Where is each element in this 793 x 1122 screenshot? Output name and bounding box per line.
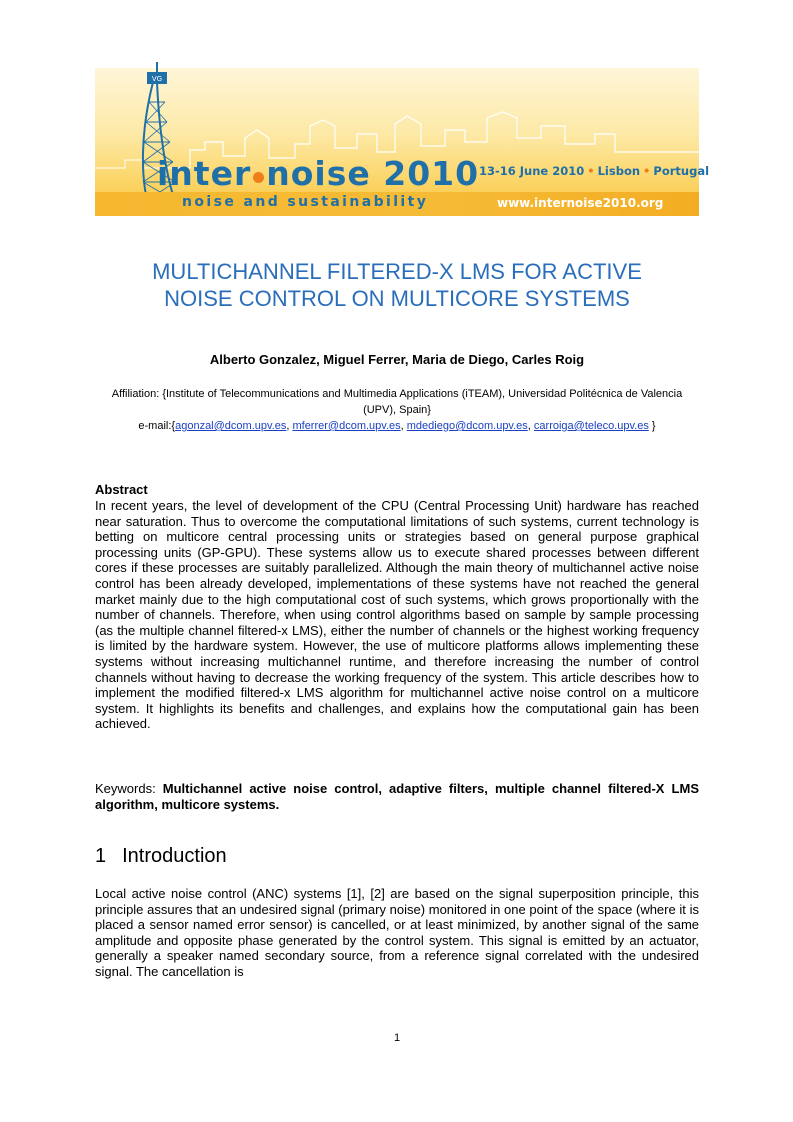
email-link-ferrer[interactable]: mferrer@dcom.upv.es: [292, 420, 401, 432]
conference-date-location: [479, 164, 709, 178]
email-suffix: }: [648, 420, 656, 432]
conference-dates: 13-16 June 2010: [479, 164, 585, 178]
keywords-list: Multichannel active noise control, adaptive filters, multiple channel filtered-X LMS algorithm, multicore systems.: [95, 781, 699, 812]
page-number: 1: [393, 1032, 401, 1044]
logo-dot-icon: [253, 172, 264, 183]
abstract-text: In recent years, the level of development of the CPU (Central Processing Unit) hardware has reached near saturation. Thus to overcome the computational limitations of such systems, current technology is betting on multicore central processing units or strategies based on general purpose graphical processing units (GP-GPU). These systems allow us to execute shared processes between different cores if these processes are suitably parallelized. Although the main theory of multichannel active noise control has been already developed, implementations of these systems have not reached the general market mainly due to the high computational cost of such systems, which grows proportionally with the number of channels. Therefore, when using control algorithms based on sample by sample processing (as the multiple channel filtered-x LMS), either the number of channels or the highest working frequency is limited by the hardware system. However, the use of multicore platforms allows implementing these systems without increasing multichannel runtime, and therefore increasing the number of control channels without having to decrease the working frequency of the system. This article describes how to implement the modified filtered-x LMS algorithm for multichannel active noise control on a multicore system. It highlights its benefits and challenges, and explains how the computational gain has been achieved.: [95, 498, 699, 732]
tower-sign: VG: [151, 75, 163, 83]
email-separator: ,: [400, 420, 407, 432]
email-link-roig[interactable]: carroiga@teleco.upv.es: [533, 420, 649, 432]
keywords-label: Keywords:: [95, 781, 163, 796]
author-emails: [95, 418, 699, 434]
paper-authors: Alberto Gonzalez, Miguel Ferrer, Maria de Diego, Carles Roig: [209, 352, 585, 367]
paper-title-line-1: MULTICHANNEL FILTERED-X LMS FOR ACTIVE: [152, 259, 642, 284]
section-number: 1: [95, 845, 107, 867]
conference-tagline: noise and sustainability: [182, 194, 429, 210]
email-prefix: e-mail:{: [138, 420, 176, 432]
conference-logo: [157, 154, 479, 194]
abstract-heading: Abstract: [95, 482, 148, 497]
conference-city: Lisbon: [597, 164, 641, 178]
section-heading-introduction: [95, 845, 227, 868]
email-separator: ,: [527, 420, 534, 432]
keywords: [95, 781, 699, 812]
separator-dot-icon: •: [643, 164, 651, 178]
email-link-de-diego[interactable]: mdediego@dcom.upv.es: [406, 420, 528, 432]
introduction-text: Local active noise control (ANC) systems [1], [2] are based on the signal superposition principle, this principle assures that an undesired signal (primary noise) monitored in one point of the space (where it is placed a sensor named error sensor) is cancelled, or at least minimized, by another signal of the same amplitude and opposite phase generated by the control system. This signal is emitted by an actuator, generally a speaker named secondary source, from a reference signal correlated with the undesired signal. The cancellation is: [95, 886, 699, 979]
email-separator: ,: [286, 420, 293, 432]
paper-title-line-2: NOISE CONTROL ON MULTICORE SYSTEMS: [164, 286, 630, 311]
logo-word-noise: noise 2010: [266, 154, 480, 193]
conference-country: Portugal: [653, 164, 710, 178]
paper-affiliation: Affiliation: {Institute of Telecommunications and Multimedia Applications (iTEAM), Universidad Politécnica de Valencia (UPV), Spain}: [111, 388, 683, 416]
conference-url[interactable]: www.internoise2010.org: [497, 196, 664, 210]
logo-word-inter: inter: [157, 154, 252, 193]
conference-banner: [95, 68, 710, 216]
section-title: Introduction: [122, 845, 227, 867]
paper-title: [95, 258, 699, 312]
separator-dot-icon: •: [587, 164, 595, 178]
email-link-gonzalez[interactable]: agonzal@dcom.upv.es: [175, 420, 287, 432]
